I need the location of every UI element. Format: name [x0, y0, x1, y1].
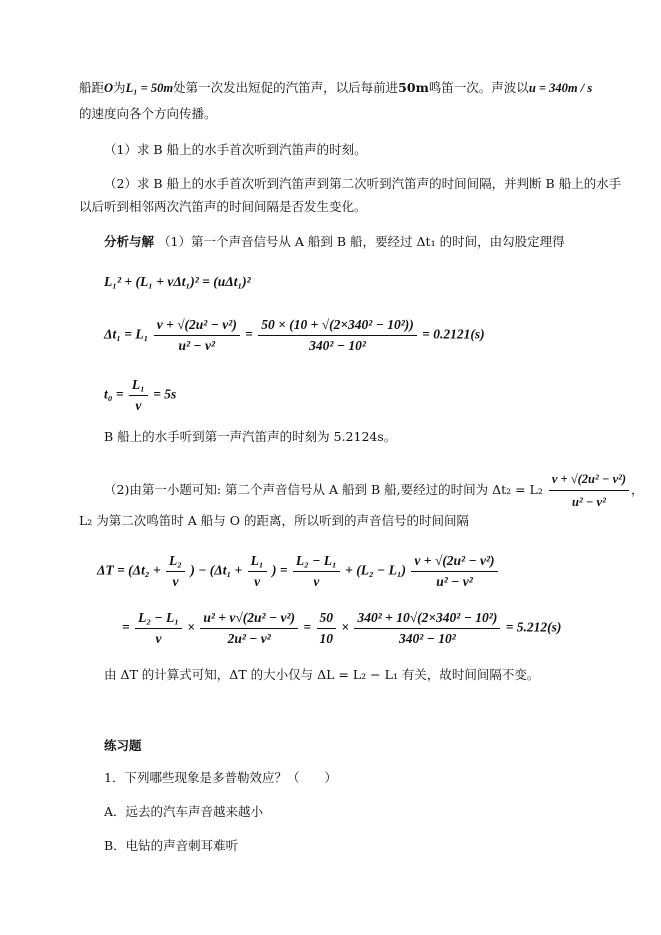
numerator: L₂ [166, 553, 185, 572]
fraction [549, 470, 629, 511]
option-b: B．电钻的声音刺耳难听 [104, 838, 239, 853]
denominator: u² − v² [178, 338, 216, 353]
problem-line-2: 的速度向各个方向传播。 [79, 106, 217, 121]
denominator: v [313, 574, 320, 589]
eq-result: = 5.212(s) [505, 619, 562, 635]
fraction [258, 317, 417, 354]
denominator: v [135, 398, 142, 413]
numerator: L₁ [129, 377, 148, 396]
text: ) = [271, 562, 288, 578]
text: = [122, 619, 130, 635]
denominator: v [254, 574, 261, 589]
equation-pythagoras: L₁² + (L₁ + vΔt₁)² = (uΔt₁)² [104, 274, 251, 289]
text: + (L₂ − L₁) [345, 562, 407, 578]
question-2-line-2: 以后听到相邻两次汽笛声的时间间隔是否发生变化。 [79, 199, 367, 214]
eq-result: = 0.2121(s) [422, 326, 485, 342]
problem-line-1 [79, 79, 592, 97]
text: ) − (Δt₁ + [190, 562, 243, 578]
solution-line-2 [104, 470, 644, 511]
eq-lhs: Δt₁ = L₁ [104, 326, 149, 342]
text: （2)由第一小题可知: 第二个声音信号从 A 船到 B 船,要经过的时间为 Δt₂ = L₂ [104, 482, 543, 497]
denominator: v [172, 574, 179, 589]
text: 处第一次发出短促的汽笛声，以后每前进 [173, 80, 399, 95]
fraction [166, 553, 185, 590]
eq-result: = 5s [153, 386, 177, 402]
denominator: 10 [319, 631, 333, 646]
text: × [341, 619, 350, 635]
denominator: v [155, 631, 162, 646]
denominator: 2u² − v² [227, 631, 271, 646]
text: = [303, 619, 312, 635]
denominator: u² − v² [436, 574, 473, 589]
text: （1）第一个声音信号从 A 船到 B 船，要经过 Δt₁ 的时间，由勾股定理得 [158, 234, 565, 249]
fraction [317, 610, 337, 647]
numerator: L₂ − L₁ [293, 553, 340, 572]
numerator: 50 [317, 610, 337, 629]
numerator: v + √(2u² − v²) [154, 317, 240, 336]
option-a: A．远去的汽车声音越来越小 [104, 804, 264, 819]
eq-lhs: t₀ = [104, 386, 124, 402]
sound-speed: u = 340m / s [528, 81, 593, 95]
equation-delta-t1: Δt₁ = L₁ $\frac{\text{v + √(2u² − v²)}}{\text{u² − v²}}$ = $\frac{\text{50 × (10 + √(2×340² − 10²))}}{\text{340² − 10²}}$ = 0.2121(s) [104, 317, 485, 353]
numerator: v + √(2u² − v²) [411, 553, 497, 572]
numerator: 340² + 10√(2×340² − 10²) [354, 610, 500, 629]
distance-50m: 50m [398, 80, 429, 95]
eq-lhs: ΔT = [97, 562, 125, 578]
fraction [354, 610, 500, 647]
fraction [129, 377, 148, 414]
fraction [293, 553, 340, 590]
solution-line-1 [104, 233, 565, 251]
solution-line-3: L₂ 为第二次鸣笛时 A 船与 O 的距离，所以听到的声音信号的时间间隔 [79, 513, 469, 528]
text: 船距 [79, 80, 105, 95]
question-1: （1）求 B 船上的水手首次听到汽笛声的时刻。 [104, 142, 367, 157]
conclusion-2: 由 ΔT 的计算式可知，ΔT 的大小仅与 ΔL = L₂ − L₁ 有关，故时间间隔不变。 [104, 667, 540, 682]
denominator: 340² − 10² [309, 338, 366, 353]
solution-heading: 分析与解 [104, 234, 155, 249]
text: (Δt₂ + [128, 562, 161, 578]
fraction [200, 610, 298, 647]
equation-t0 [104, 377, 176, 414]
denominator: u² − v² [572, 495, 606, 509]
point-o: O [104, 81, 114, 95]
numerator: u² + v√(2u² − v²) [200, 610, 298, 629]
numerator: L₁ [248, 553, 267, 572]
numerator: L₂ − L₁ [135, 610, 182, 629]
equation-delta-t [97, 553, 500, 590]
fraction [154, 317, 240, 354]
conclusion-1: B 船上的水手听到第一声汽笛声的时刻为 5.2124s。 [104, 429, 397, 444]
fraction [411, 553, 497, 590]
question-2-line-1: （2）求 B 船上的水手首次听到汽笛声到第二次听到汽笛声的时间间隔，并判断 B 船上的水手 [104, 176, 622, 191]
fraction [248, 553, 267, 590]
text: × [187, 619, 195, 635]
exercise-question-1: 1．下列哪些现象是多普勒效应？（ ） [104, 770, 337, 785]
exercise-heading: 练习题 [104, 738, 142, 753]
text: 为 [113, 80, 126, 95]
fraction [135, 610, 182, 647]
numerator: v + √(2u² − v²) [549, 470, 629, 491]
denominator: 340² − 10² [398, 631, 456, 646]
equation-delta-t-continued [122, 610, 561, 647]
text: ， [631, 482, 644, 497]
distance-l1: L₁ = 50m [125, 81, 174, 95]
numerator: 50 × (10 + √(2×340² − 10²)) [258, 317, 417, 336]
text: 鸣笛一次。声波以 [428, 80, 529, 95]
